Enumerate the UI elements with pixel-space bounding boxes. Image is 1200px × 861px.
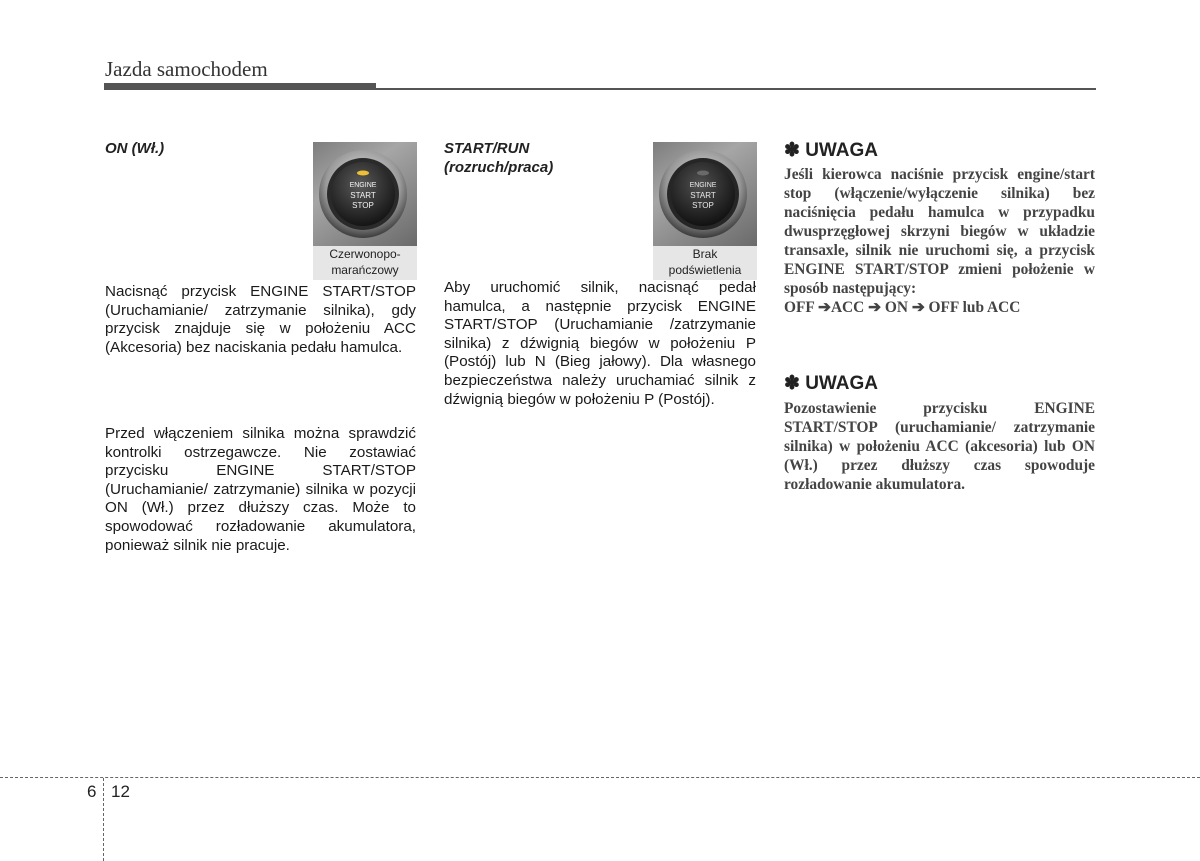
- col1-image-caption: [313, 246, 417, 280]
- col1-paragraph-2: [105, 425, 416, 555]
- header-title: Jazda samochodem: [105, 57, 268, 81]
- page-number: 12: [111, 782, 130, 801]
- col2-heading: [444, 139, 553, 177]
- warning-1-text: Jeśli kierowca naciśnie przycisk engine/start stop (włączenie/wyłączenie silnika) bez naciśnięcia pedału hamulca w przypadku dwusprzęgłowej skrzyni biegów w układzie transaxle, silnik nie uruchomi się, a przycisk ENGINE START/STOP zmieni położenie w sposób następujący:: [784, 166, 1095, 297]
- warning-1-body: [784, 165, 1095, 317]
- col1-button-label-2: START: [350, 191, 376, 200]
- col2-caption-line1: Brak: [692, 247, 718, 261]
- col1-button-label-3: STOP: [352, 201, 374, 210]
- col2-engine-button-photo: [653, 142, 757, 246]
- col1-caption-line1: Czerwonopo-: [329, 247, 401, 261]
- page-chapter-number: 6: [87, 782, 97, 801]
- engine-start-stop-button-unlit-icon: [653, 142, 757, 246]
- col1-paragraph-1: [105, 283, 416, 357]
- col1-paragraph-2-text: Przed włączeniem silnika można sprawdzić kontrolki ostrzegawcze. Nie zostawiać przycisku ENGINE START/STOP (Uruchamianie/ zatrzymanie) silnika w pozycji ON (Wł.) przez dłuższy czas. Może to spowodować rozładowanie akumulatora, ponieważ silnik nie pracuje.: [105, 425, 416, 554]
- col2-paragraph-1-text: Aby uruchomić silnik, nacisnąć pedał hamulca, a następnie przycisk ENGINE START/STOP (Uruchamianie /zatrzymanie silnika) z dźwignią biegów w położeniu P (Postój) lub N (Bieg jałowy). Dla własnego bezpieczeństwa należy uruchamiać silnik z dźwignią biegów w położeniu P (Postój).: [444, 279, 756, 408]
- warning-1-title: ✽ UWAGA: [784, 140, 879, 161]
- col2-heading-line2: (rozruch/praca): [444, 159, 554, 176]
- header-rule-thin: [376, 88, 1096, 90]
- col1-heading: ON (Wł.): [105, 140, 165, 157]
- col1-paragraph-1-text: Nacisnąć przycisk ENGINE START/STOP (Uruchamianie/ zatrzymanie silnika), gdy przycisk znajduje się w położeniu ACC (Akcesoria) bez naciskania pedału hamulca.: [105, 283, 416, 356]
- col2-button-label-3: STOP: [692, 201, 714, 210]
- warning-2-text: Pozostawienie przycisku ENGINE START/STOP (uruchamianie/ zatrzymanie silnika) w położeniu ACC (akcesoria) lub ON (Wł.) przez dłuższy czas spowoduje rozładowanie akumulatora.: [784, 400, 1095, 493]
- col2-button-label-2: START: [690, 191, 716, 200]
- col2-button-label-1: ENGINE: [689, 182, 717, 189]
- col1-engine-button-photo: [313, 142, 417, 246]
- header-rule-thick: [104, 83, 376, 90]
- col1-button-label-1: ENGINE: [349, 182, 377, 189]
- col2-heading-line1: START/RUN: [444, 140, 530, 157]
- footer-dashed-rule: [0, 777, 1200, 778]
- col2-paragraph-1: [444, 279, 756, 409]
- warning-2-body: [784, 399, 1095, 494]
- col2-caption-line2: podświetlenia: [668, 263, 742, 277]
- col1-caption-line2: marańczowy: [331, 263, 399, 277]
- warning-1-sequence: OFF ➔ACC ➔ ON ➔ OFF lub ACC: [784, 299, 1021, 316]
- footer-dashed-divider: [103, 778, 104, 861]
- warning-2-title: ✽ UWAGA: [784, 373, 879, 394]
- engine-start-stop-button-icon: [313, 142, 417, 246]
- col2-image-caption: [653, 246, 757, 280]
